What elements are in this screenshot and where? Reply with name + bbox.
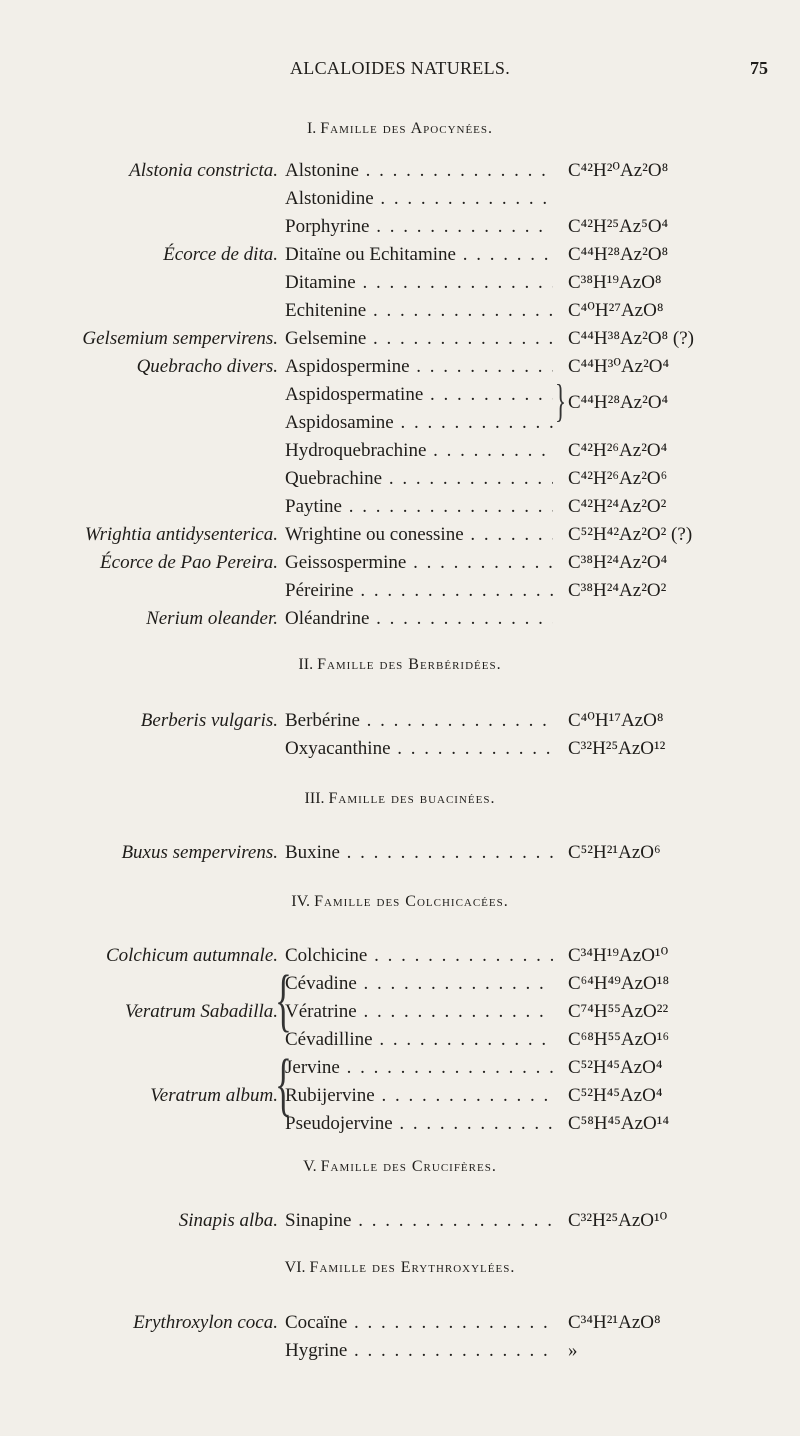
alkaloid-name: Cévadine . . . — [285, 971, 553, 997]
alkaloid-name: Rubijervine . . . — [285, 1083, 553, 1109]
alkaloid-row — [0, 298, 800, 324]
chemical-formula: C⁵⁸H⁴⁵AzO¹⁴ — [568, 1113, 670, 1134]
alkaloid-name: Wrightine ou conessine . . . — [285, 522, 553, 548]
alkaloid-row — [0, 943, 800, 969]
chemical-formula: C⁴²H²⁵Az⁵O⁴ — [568, 216, 669, 237]
alkaloid-row — [0, 494, 800, 520]
alkaloid-name: Alstonidine . . . — [285, 186, 553, 212]
alkaloid-row — [0, 736, 800, 762]
left-brace-icon: { — [275, 1046, 292, 1123]
plant-source: Sinapis alba. — [178, 1210, 278, 1231]
alkaloid-row — [0, 999, 800, 1025]
chemical-formula: C³⁴H²¹AzO⁸ — [568, 1312, 661, 1333]
chemical-formula: C³²H²⁵AzO¹⁰ — [568, 1210, 668, 1231]
alkaloid-row — [0, 1111, 800, 1137]
alkaloid-name: Aspidospermine . . . — [285, 354, 553, 380]
shared-formula: C⁴⁴H²⁸Az²O⁴ — [568, 392, 669, 413]
alkaloid-row — [0, 410, 800, 436]
chemical-formula: C⁶⁸H⁵⁵AzO¹⁶ — [568, 1029, 670, 1050]
alkaloid-row — [0, 1208, 800, 1234]
chemical-formula: C⁵²H²¹AzO⁶ — [568, 842, 661, 863]
alkaloid-name: Echitenine . . . — [285, 298, 553, 324]
alkaloid-name: Ditamine . . . — [285, 270, 553, 296]
running-header: ALCALOIDES NATURELS. — [290, 58, 510, 78]
chemical-formula: C⁵²H⁴⁵AzO⁴ — [568, 1085, 663, 1106]
alkaloid-row — [0, 438, 800, 464]
chemical-formula: C⁴⁴H³⁰Az²O⁴ — [568, 356, 670, 377]
alkaloid-row — [0, 1310, 800, 1336]
alkaloid-row — [0, 270, 800, 296]
family-heading — [0, 790, 800, 808]
alkaloid-name: Berbérine . . . — [285, 708, 553, 734]
plant-source: Wrightia antidysenterica. — [84, 524, 278, 545]
alkaloid-name: Paytine . . . — [285, 494, 553, 520]
plant-source: Veratrum Sabadilla. — [124, 1001, 278, 1022]
alkaloid-row — [0, 186, 800, 212]
alkaloid-row — [0, 1027, 800, 1053]
alkaloid-row — [0, 158, 800, 184]
chemical-formula: C⁴²H²⁶Az²O⁶ — [568, 468, 668, 489]
plant-source: Écorce de dita. — [163, 244, 278, 265]
chemical-formula: C³⁸H¹⁹AzO⁸ — [568, 272, 662, 293]
alkaloid-name: Geissospermine . . . — [285, 550, 553, 576]
family-name: Famille des Apocynées. — [320, 120, 494, 137]
page-number: 75 — [750, 58, 768, 78]
family-name: Famille des buacinées. — [328, 790, 496, 807]
plant-source: Alstonia constricta. — [129, 160, 278, 181]
family-heading — [0, 1259, 800, 1277]
family-name: Famille des Berbéridées. — [317, 656, 502, 673]
family-heading — [0, 120, 800, 138]
chemical-formula: C³⁸H²⁴Az²O⁴ — [568, 552, 668, 573]
family-heading — [0, 1158, 800, 1176]
alkaloid-name: Cévadilline . . . — [285, 1027, 553, 1053]
alkaloid-name: Buxine . . . — [285, 840, 553, 866]
family-name: Famille des Erythroxylées. — [309, 1259, 516, 1276]
chemical-formula: C⁴²H²⁴Az²O² — [568, 496, 667, 517]
alkaloid-row — [0, 606, 800, 632]
chemical-formula: C³²H²⁵AzO¹² — [568, 738, 666, 759]
plant-source: Colchicum autumnale. — [105, 945, 278, 966]
family-numeral: III. — [304, 790, 325, 807]
family-numeral: V. — [303, 1158, 317, 1175]
alkaloid-name: Sinapine . . . — [285, 1208, 553, 1234]
alkaloid-name: Porphyrine . . . — [285, 214, 553, 240]
alkaloid-row — [0, 708, 800, 734]
plant-source: Nerium oleander. — [146, 608, 278, 629]
alkaloid-name: Hydroquebrachine . . . — [285, 438, 553, 464]
alkaloid-row — [0, 1055, 800, 1081]
chemical-formula: C⁴²H²⁰Az²O⁸ — [568, 160, 669, 181]
chemical-formula: C⁴⁴H³⁸Az²O⁸ (?) — [568, 328, 694, 349]
family-name: Famille des Crucifères. — [320, 1158, 497, 1175]
alkaloid-name: Aspidospermatine . . . — [285, 382, 553, 408]
chemical-formula: C³⁴H¹⁹AzO¹⁰ — [568, 945, 669, 966]
family-numeral: IV. — [291, 893, 311, 910]
chemical-formula: » — [568, 1340, 578, 1361]
alkaloid-name: Pseudojervine . . . — [285, 1111, 553, 1137]
chemical-formula: C⁶⁴H⁴⁹AzO¹⁸ — [568, 973, 670, 994]
alkaloid-row — [0, 550, 800, 576]
alkaloid-row — [0, 382, 800, 408]
alkaloid-name: Hygrine . . . — [285, 1338, 553, 1364]
plant-source: Berberis vulgaris. — [140, 710, 278, 731]
family-numeral: VI. — [284, 1259, 306, 1276]
alkaloid-name: Alstonine . . . — [285, 158, 553, 184]
alkaloid-name: Péreirine . . . — [285, 578, 553, 604]
chemical-formula: C⁴⁰H¹⁷AzO⁸ — [568, 710, 664, 731]
chemical-formula: C⁷⁴H⁵⁵AzO²² — [568, 1001, 669, 1022]
alkaloid-name: Oléandrine . . . — [285, 606, 553, 632]
left-brace-icon: { — [275, 962, 292, 1039]
right-brace-icon: } — [555, 375, 567, 426]
family-heading — [0, 893, 800, 911]
alkaloid-name: Ditaïne ou Echitamine . . . — [285, 242, 553, 268]
alkaloid-name: Oxyacanthine . . . — [285, 736, 553, 762]
alkaloid-row — [0, 1083, 800, 1109]
plant-source: Erythroxylon coca. — [133, 1312, 278, 1333]
chemical-formula: C⁴²H²⁶Az²O⁴ — [568, 440, 668, 461]
alkaloid-row — [0, 214, 800, 240]
alkaloid-row — [0, 522, 800, 548]
alkaloid-name: Cocaïne . . . — [285, 1310, 553, 1336]
family-numeral: II. — [298, 656, 314, 673]
alkaloid-name: Gelsemine . . . — [285, 326, 553, 352]
alkaloid-name: Jervine . . . — [285, 1055, 553, 1081]
chemical-formula: C³⁸H²⁴Az²O² — [568, 580, 667, 601]
alkaloid-row — [0, 326, 800, 352]
alkaloid-row — [0, 578, 800, 604]
plant-source: Écorce de Pao Pereira. — [100, 552, 278, 573]
alkaloid-row — [0, 354, 800, 380]
plant-source: Veratrum album. — [150, 1085, 278, 1106]
plant-source: Quebracho divers. — [136, 356, 278, 377]
family-name: Famille des Colchicacées. — [314, 893, 509, 910]
alkaloid-name: Vératrine . . . — [285, 999, 553, 1025]
plant-source: Buxus sempervirens. — [121, 842, 278, 863]
alkaloid-row — [0, 840, 800, 866]
alkaloid-row — [0, 466, 800, 492]
alkaloid-name: Aspidosamine . . . — [285, 410, 553, 436]
chemical-formula: C⁵²H⁴⁵AzO⁴ — [568, 1057, 663, 1078]
alkaloid-row — [0, 242, 800, 268]
family-heading — [0, 656, 800, 674]
family-numeral: I. — [306, 120, 317, 137]
chemical-formula: C⁴⁴H²⁸Az²O⁸ — [568, 244, 669, 265]
chemical-formula: C⁵²H⁴²Az²O² (?) — [568, 524, 693, 545]
plant-source: Gelsemium sempervirens. — [82, 328, 278, 349]
alkaloid-name: Colchicine . . . — [285, 943, 553, 969]
chemical-formula: C⁴⁰H²⁷AzO⁸ — [568, 300, 664, 321]
alkaloid-name: Quebrachine . . . — [285, 466, 553, 492]
alkaloid-row — [0, 1338, 800, 1364]
alkaloid-row — [0, 971, 800, 997]
